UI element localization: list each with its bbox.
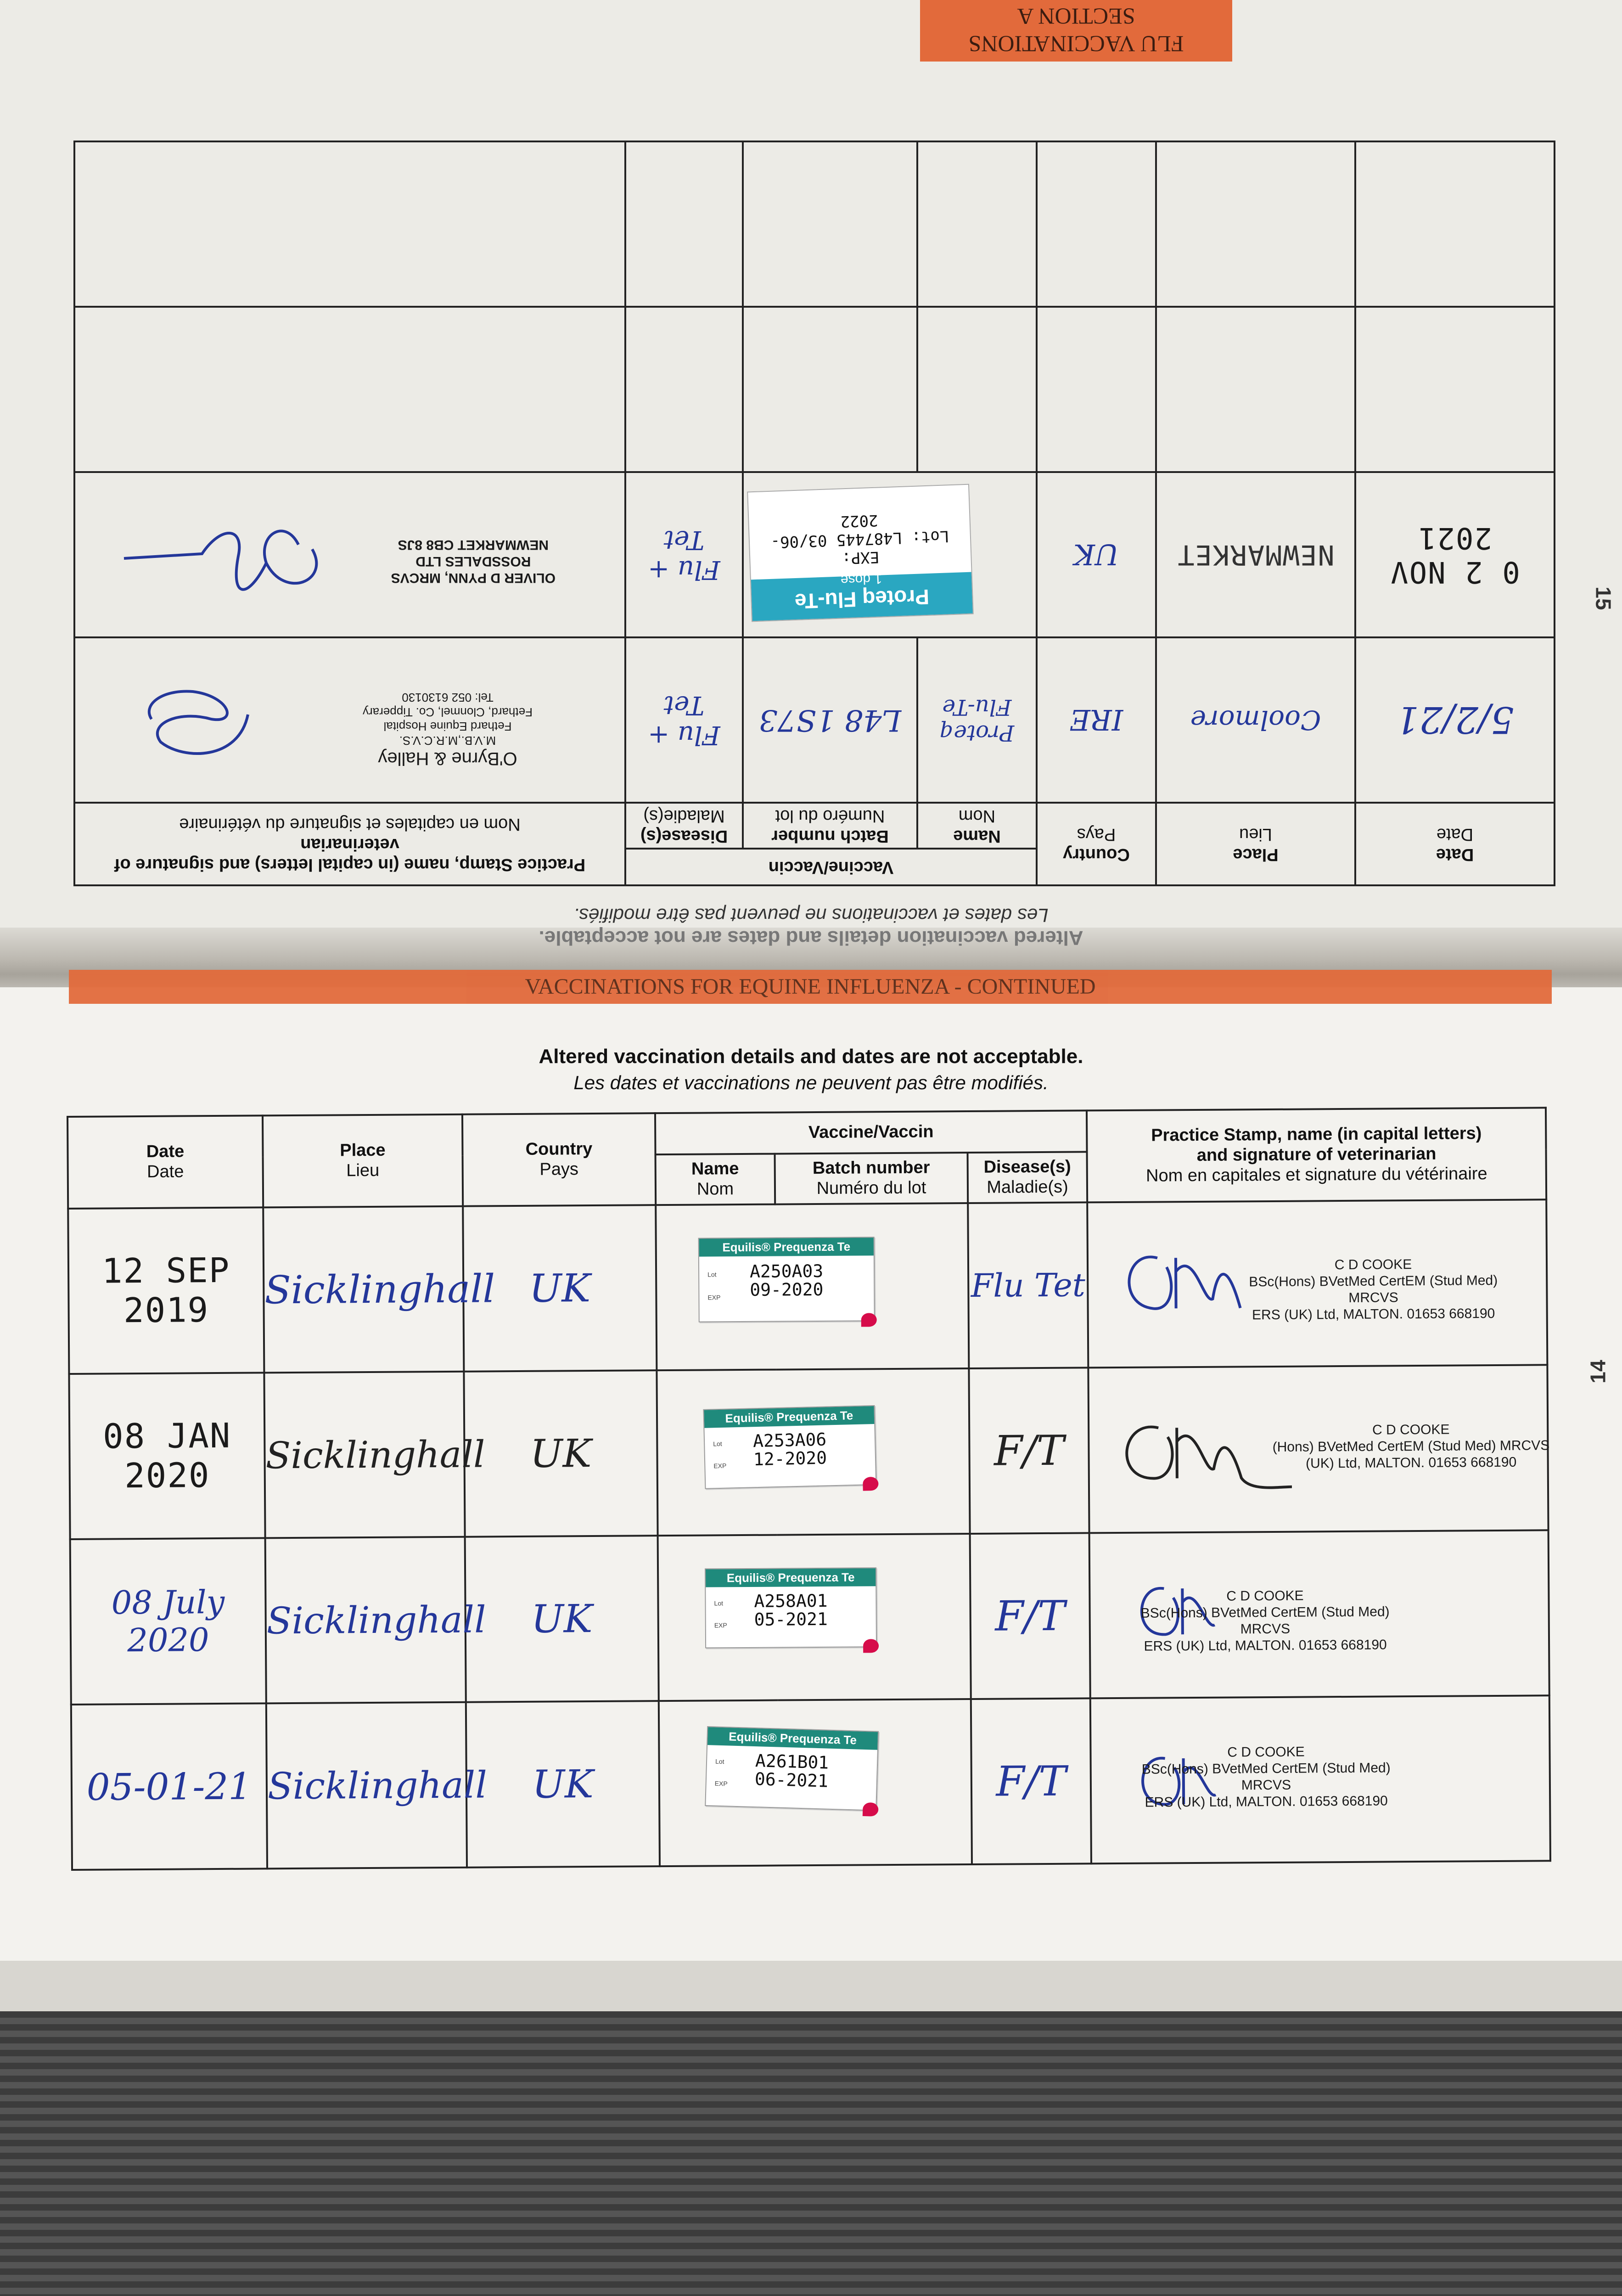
table-row xyxy=(74,307,1555,472)
date-cell: 05-01-21 xyxy=(71,1703,267,1870)
signature xyxy=(1107,1230,1245,1332)
notice xyxy=(0,904,1622,949)
binder-cover xyxy=(0,2011,1622,2296)
place-cell: Sicklinghall xyxy=(264,1372,465,1538)
page-number: 14 xyxy=(1586,1360,1610,1384)
disease-cell xyxy=(625,141,743,307)
section-banner xyxy=(920,0,1232,62)
place-cell xyxy=(1156,141,1355,307)
country-cell: UK xyxy=(1037,472,1156,637)
date-cell: 08 JAN 2020 xyxy=(69,1373,265,1539)
vaccine-name-cell xyxy=(917,141,1037,307)
vaccination-table xyxy=(67,1107,1551,1871)
batch-cell: L48 1S73 xyxy=(743,637,917,803)
practice-stamp: C D COOKE BSc(Hons) BVetMed CertEM (Stud Med) MRCVS ERS (UK) Ltd, MALTON. 01653 668190 xyxy=(1249,1257,1498,1323)
practice-cell xyxy=(74,141,625,307)
page-edge xyxy=(0,1961,1622,2016)
vaccine-label-cell xyxy=(659,1699,972,1866)
vaccine-label-cell xyxy=(658,1534,971,1701)
disease-cell: Flu + Tet xyxy=(625,637,743,803)
header-name: Name Nom xyxy=(656,1154,775,1205)
header-vaccine: Vaccine/Vaccin xyxy=(625,849,1037,885)
label-tip xyxy=(863,1639,879,1653)
disease-cell: F/T xyxy=(970,1533,1090,1699)
table-row xyxy=(69,1365,1548,1539)
vaccination-table xyxy=(73,141,1555,886)
date-cell xyxy=(1355,141,1555,307)
disease-cell xyxy=(625,307,743,472)
upper-page-content xyxy=(0,0,1622,951)
equilis-label: Equilis® Prequenza Te Lot EXP A258A01 05-2021 xyxy=(705,1567,877,1648)
header-practice: Practice Stamp, name (in capital letters) and signature of veterinarian Nom en capitales et signature du vétérinaire xyxy=(1087,1108,1546,1202)
table-row xyxy=(74,637,1555,803)
practice-stamp: O'Byrne & Halley M.V.B.,M.R.C.V.S. Fethard Equine Hospital Fethard, Clonmel, Co. Tipperary Tel: 052 6130130 xyxy=(363,691,533,769)
practice-cell xyxy=(74,637,625,803)
header-disease: Disease(s) Maladie(s) xyxy=(968,1152,1088,1203)
equilis-label: Equilis® Prequenza Te Lot EXP A261B01 06-2021 xyxy=(705,1726,879,1811)
country-cell xyxy=(1037,307,1156,472)
disease-cell: F/T xyxy=(971,1698,1091,1864)
batch-cell xyxy=(743,141,917,307)
vaccine-name-cell xyxy=(917,307,1037,472)
equilis-label: Equilis® Prequenza Te Lot EXP A253A06 12-2020 xyxy=(703,1405,876,1489)
signature xyxy=(119,499,340,618)
table-row xyxy=(68,1199,1547,1374)
label-tip xyxy=(863,1477,879,1491)
practice-stamp: C D COOKE (Hons) BVetMed CertEM (Stud Med) MRCVS (UK) Ltd, MALTON. 01653 668190 xyxy=(1272,1422,1550,1471)
date-cell: 12 SEP 2019 xyxy=(68,1207,264,1374)
country-cell: UK xyxy=(465,1536,659,1702)
header-date: Date Date xyxy=(1355,803,1555,885)
header-country: Country Pays xyxy=(462,1113,656,1206)
table-row xyxy=(74,141,1555,307)
continued-banner: VACCINATIONS FOR EQUINE INFLUENZA - CONTINUED xyxy=(69,970,1552,1004)
equilis-label: Equilis® Prequenza Te Lot EXP A250A03 09-2020 xyxy=(698,1237,875,1322)
batch-cell xyxy=(743,307,917,472)
notice-french: Les dates et vaccinations ne peuvent pas être modifiés. xyxy=(573,905,1049,926)
place-cell: NEWMARKET xyxy=(1156,472,1355,637)
country-cell: IRE xyxy=(1037,637,1156,803)
date-cell xyxy=(1355,307,1555,472)
banner-subtitle: SECTION A xyxy=(1017,4,1135,29)
header-place: Place Lieu xyxy=(263,1114,463,1208)
place-cell: Coolmore xyxy=(1156,637,1355,803)
place-cell: Sicklinghall xyxy=(265,1537,466,1704)
header-country: Country Pays xyxy=(1037,803,1156,885)
header-practice: Practice Stamp, name (in capital letters) and signature of veterinarian Nom en capitales et signature du vétérinaire xyxy=(74,803,625,885)
table-row xyxy=(71,1695,1550,1870)
date-cell: 0 2 NOV 2021 xyxy=(1355,472,1555,637)
vaccine-label-cell xyxy=(743,472,1037,637)
vaccine-name-cell: Proteq Flu-Te xyxy=(917,637,1037,803)
header-batch: Batch number Numéro du lot xyxy=(775,1153,968,1204)
notice-english: Altered vaccination details and dates are not acceptable. xyxy=(539,1045,1083,1068)
country-cell: UK xyxy=(466,1701,660,1868)
header-vaccine: Vaccine/Vaccin xyxy=(655,1110,1087,1154)
practice-cell xyxy=(1089,1530,1549,1698)
label-tip xyxy=(861,1313,877,1327)
page-number: 15 xyxy=(1591,586,1616,610)
table-row xyxy=(74,472,1555,637)
signature xyxy=(129,678,266,770)
place-cell xyxy=(1156,307,1355,472)
practice-cell xyxy=(74,307,625,472)
place-cell: Sicklinghall xyxy=(266,1702,467,1869)
label-tip xyxy=(863,1802,879,1817)
practice-stamp: OLIVER D PYNN, MRCVS ROSSDALES LTD NEWMARKET CB8 8JS xyxy=(391,537,556,585)
practice-stamp: C D COOKE BSc(Hons) BVetMed CertEM (Stud Med) MRCVS ERS (UK) Ltd, MALTON. 01653 668190 xyxy=(1140,1588,1390,1654)
date-cell: 5/2/21 xyxy=(1355,637,1555,803)
practice-stamp: C D COOKE BSc(Hons) BVetMed CertEM (Stud Med) MRCVS ERS (UK) Ltd, MALTON. 01653 668190 xyxy=(1141,1744,1391,1810)
banner-title: FLU VACCINATIONS xyxy=(968,31,1184,57)
country-cell xyxy=(1037,141,1156,307)
practice-cell xyxy=(1087,1199,1547,1367)
disease-cell: Flu + Tet xyxy=(625,472,743,637)
notice-english: Altered vaccination details and dates are not acceptable. xyxy=(539,927,1083,949)
date-cell: 08 July 2020 xyxy=(70,1538,266,1705)
header-name: Name Nom xyxy=(917,803,1037,849)
practice-cell xyxy=(74,472,625,637)
country-cell: UK xyxy=(463,1205,657,1372)
place-cell: Sicklinghall xyxy=(263,1206,464,1373)
disease-cell: F/T xyxy=(969,1367,1089,1534)
disease-cell: Flu Tet xyxy=(968,1202,1088,1368)
header-disease: Disease(s) Maladie(s) xyxy=(625,803,743,849)
header-date: Date Date xyxy=(67,1115,263,1209)
vaccine-label-cell xyxy=(656,1203,969,1370)
notice xyxy=(0,1045,1622,1094)
vaccine-label-cell xyxy=(657,1368,970,1536)
header-place: Place Lieu xyxy=(1156,803,1355,885)
proteq-label: Proteq Flu-Te 1 dose EXP: Lot: L487445 03/06-2022 xyxy=(747,484,974,622)
header-batch: Batch number Numéro du lot xyxy=(743,803,917,849)
table-row xyxy=(70,1530,1549,1705)
notice-french: Les dates et vaccinations ne peuvent pas être modifiés. xyxy=(573,1072,1049,1093)
practice-cell xyxy=(1088,1365,1548,1533)
practice-cell xyxy=(1090,1695,1550,1863)
country-cell: UK xyxy=(464,1370,657,1537)
